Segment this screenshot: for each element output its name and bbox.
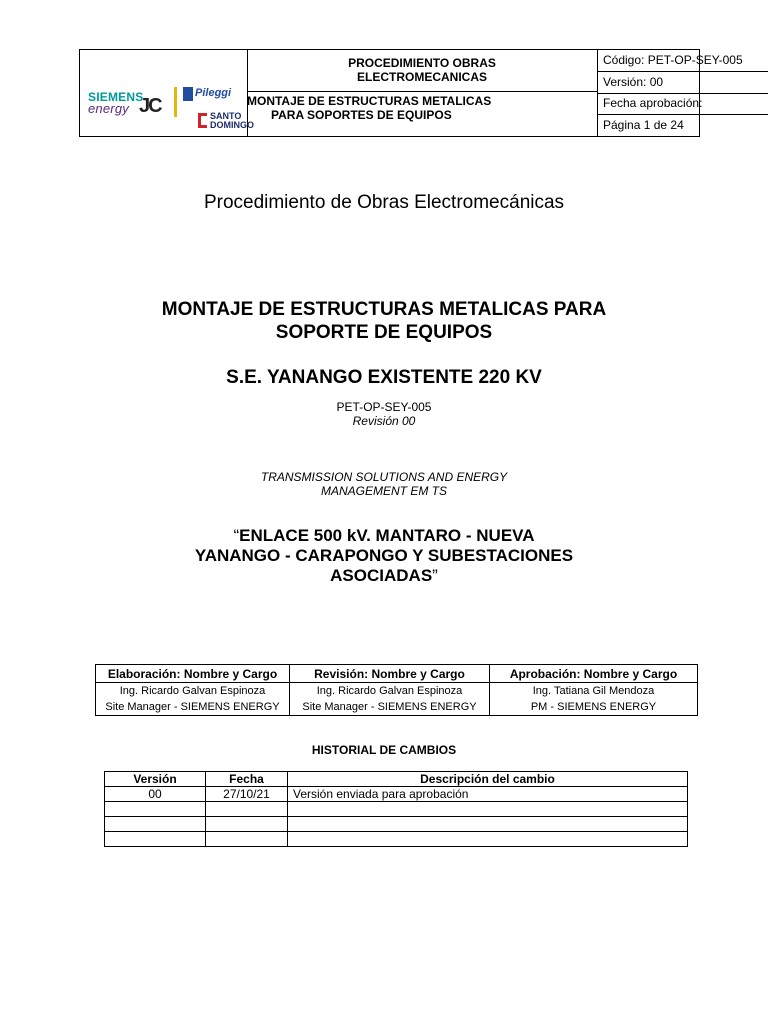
jc-logo-bars <box>162 87 177 117</box>
header-meta-cell <box>598 50 743 136</box>
document-code: PET-OP-SEY-005 <box>336 400 432 414</box>
pileggi-mark-icon <box>183 87 193 101</box>
codigo-field: Código: PET-OP-SEY-005 <box>598 50 768 72</box>
table-cell: Ing. Ricardo Galvan Espinoza <box>290 683 490 700</box>
table-header-row <box>96 665 698 683</box>
table-row <box>105 802 688 817</box>
table-cell: Site Manager - SIEMENS ENERGY <box>96 699 290 716</box>
document-revision: Revisión 00 <box>352 414 416 428</box>
document-header <box>79 49 743 137</box>
approvals-table <box>95 664 698 716</box>
table-cell: Versión enviada para aprobación <box>288 787 688 802</box>
column-header: Fecha <box>206 772 288 787</box>
fecha-aprobacion-field: Fecha aprobación: <box>598 93 768 115</box>
header-title-cell <box>247 50 598 136</box>
pileggi-logo-text: Pileggi <box>195 87 232 99</box>
project-name: “ENLACE 500 kV. MANTARO - NUEVA YANANGO - CARAPONGO Y SUBESTACIONES ASOCIADAS” <box>194 526 574 585</box>
company-name: TRANSMISSION SOLUTIONS AND ENERGY MANAGEMENT EM TS <box>260 470 508 498</box>
table-row <box>105 817 688 832</box>
table-cell: Ing. Tatiana Gil Mendoza <box>490 683 698 700</box>
siemens-energy-logo <box>88 90 144 116</box>
table-header-row <box>105 772 688 787</box>
history-table <box>104 771 688 847</box>
column-header: Aprobación: Nombre y Cargo <box>490 665 698 683</box>
table-cell: Ing. Ricardo Galvan Espinoza <box>96 683 290 700</box>
table-cell: Site Manager - SIEMENS ENERGY <box>290 699 490 716</box>
santo-domingo-logo <box>198 111 254 136</box>
energy-logo-text: energy <box>88 101 129 116</box>
header-subtitle: MONTAJE DE ESTRUCTURAS METALICAS PARA SOPORTES DE EQUIPOS <box>247 94 492 122</box>
table-cell: PM - SIEMENS ENERGY <box>490 699 698 716</box>
pagina-field: Página 1 de 24 <box>603 118 684 132</box>
column-header: Descripción del cambio <box>288 772 688 787</box>
procedure-title: MONTAJE DE ESTRUCTURAS METALICAS PARA SOPORTE DE EQUIPOS <box>161 299 607 343</box>
column-header: Versión <box>105 772 206 787</box>
column-header: Elaboración: Nombre y Cargo <box>96 665 290 683</box>
header-title: PROCEDIMIENTO OBRAS ELECTROMECANICAS <box>247 50 597 92</box>
table-row <box>96 699 698 716</box>
jc-logo: JC <box>139 95 161 117</box>
table-row <box>105 832 688 847</box>
santo-domingo-mark-icon <box>198 113 207 128</box>
column-header: Revisión: Nombre y Cargo <box>290 665 490 683</box>
site-title: S.E. YANANGO EXISTENTE 220 KV <box>226 367 542 388</box>
document-title: Procedimiento de Obras Electromecánicas <box>203 192 565 213</box>
pileggi-logo <box>183 87 235 109</box>
table-row <box>96 683 698 700</box>
logo-cell <box>80 50 254 136</box>
santo-domingo-logo-text: SANTO DOMINGO <box>210 111 254 130</box>
table-row <box>105 787 688 802</box>
table-cell: 00 <box>105 787 206 802</box>
version-field: Versión: 00 <box>598 72 768 94</box>
siemens-logo-text: SIEMENS <box>88 90 144 104</box>
history-title: HISTORIAL DE CAMBIOS <box>311 743 457 757</box>
table-cell: 27/10/21 <box>206 787 288 802</box>
